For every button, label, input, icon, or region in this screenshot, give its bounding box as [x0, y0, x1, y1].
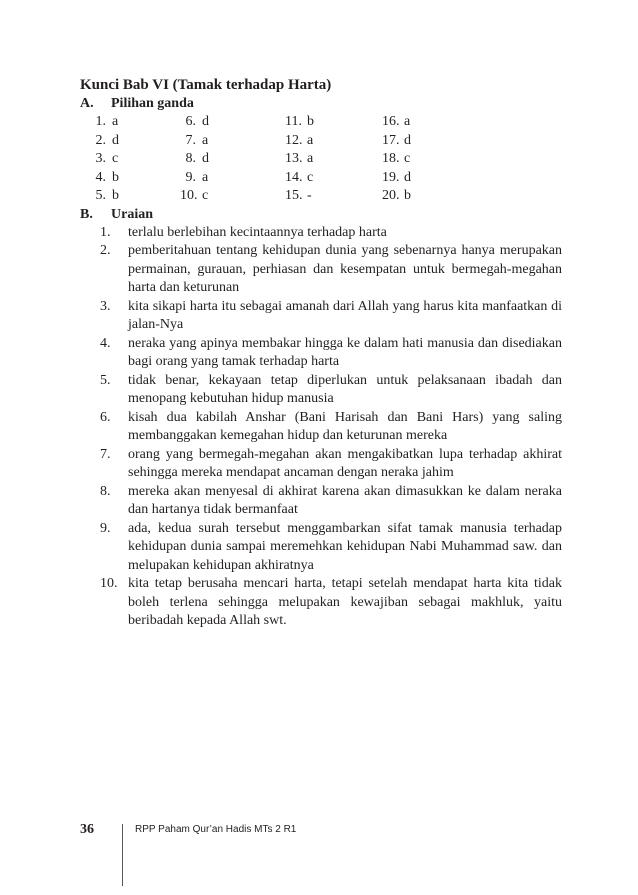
section-a-heading	[80, 95, 562, 113]
page-number: 36	[80, 822, 94, 837]
mc-row	[80, 169, 562, 188]
essay-number: 2.	[100, 243, 111, 259]
mc-number: 20.	[382, 188, 400, 204]
essay-number: 9.	[100, 520, 111, 536]
essay-item	[100, 335, 562, 372]
essay-number: 4.	[100, 335, 111, 351]
mc-letter: c	[112, 151, 119, 167]
mc-number: 2.	[95, 132, 106, 148]
section-b-heading	[80, 206, 562, 224]
essay-text: kita tetap berusaha mencari harta, tetapi setelah mendapat harta kita tidak boleh terlena sehingga melupakan kewajiban sebagai makhluk, yaitu beribadah kepada Allah swt.	[128, 576, 562, 629]
mc-number: 4.	[95, 169, 106, 185]
mc-answer	[285, 187, 382, 206]
mc-row	[80, 113, 562, 132]
mc-letter: -	[307, 188, 312, 204]
mc-answer	[382, 187, 462, 206]
mc-answer	[285, 169, 382, 188]
mc-number: 13.	[285, 151, 303, 167]
essay-text: ada, kedua surah tersebut menggambarkan sifat tamak manusia terhadap kehidupan dunia sampai meremehkan kehidupan Nabi Muhammad saw. dan melupakan kehidupan akhiratnya	[128, 520, 562, 573]
mc-letter: b	[404, 188, 411, 204]
mc-letter: a	[404, 114, 411, 129]
mc-answer	[180, 132, 285, 151]
mc-answer	[382, 132, 462, 151]
mc-letter: d	[202, 151, 209, 167]
essay-item	[100, 242, 562, 298]
mc-answer	[285, 113, 382, 132]
mc-number: 11.	[285, 114, 302, 129]
mc-answer	[180, 187, 285, 206]
mc-answer	[90, 132, 180, 151]
mc-letter: a	[202, 169, 209, 185]
section-a-label: Pilihan ganda	[111, 96, 194, 111]
essay-number: 5.	[100, 372, 111, 388]
mc-letter: b	[307, 114, 314, 129]
essay-text: kisah dua kabilah Anshar (Bani Harisah dan Bani Hars) yang saling membanggakan kemegahan hidup dan keturunan mereka	[128, 409, 562, 444]
essay-item	[100, 520, 562, 576]
essay-text: orang yang bermegah-megahan akan mengakibatkan lupa terhadap akhirat sehingga mereka mendapat ancaman dengan neraka jahim	[128, 446, 562, 481]
mc-letter: a	[307, 132, 314, 148]
mc-letter: c	[307, 169, 314, 185]
essay-item	[100, 575, 562, 631]
essay-text: pemberitahuan tentang kehidupan dunia yang sebenarnya hanya merupakan permainan, gurauan, perhiasan dan kesempatan untuk bermegah-megahan harta dan keturunan	[128, 243, 562, 296]
mc-row	[80, 150, 562, 169]
page-title: Kunci Bab VI (Tamak terhadap Harta)	[80, 77, 332, 93]
answer-key-content	[80, 76, 562, 631]
mc-number: 9.	[185, 169, 196, 185]
mc-answer	[180, 113, 285, 132]
essay-answer-list	[100, 224, 562, 631]
essay-item	[100, 483, 562, 520]
essay-text: kita sikapi harta itu sebagai amanah dari Allah yang harus kita manfaatkan di jalan-Nya	[128, 298, 562, 333]
mc-number: 8.	[185, 151, 196, 167]
essay-item	[100, 298, 562, 335]
mc-letter: d	[404, 132, 411, 148]
mc-answer	[180, 169, 285, 188]
essay-number: 10.	[100, 576, 118, 592]
mc-number: 7.	[185, 132, 196, 148]
mc-answer	[285, 132, 382, 151]
mc-letter: b	[112, 169, 119, 185]
mc-answer	[382, 169, 462, 188]
essay-item	[100, 446, 562, 483]
mc-answer	[90, 113, 180, 132]
mc-number: 16.	[382, 114, 400, 129]
mc-number: 12.	[285, 132, 303, 148]
mc-answer	[285, 150, 382, 169]
mc-answer	[90, 187, 180, 206]
essay-item	[100, 224, 562, 243]
footer-divider	[122, 824, 123, 886]
essay-item	[100, 372, 562, 409]
mc-answer	[382, 113, 462, 132]
mc-letter: d	[404, 169, 411, 185]
mc-number: 15.	[285, 188, 303, 204]
essay-item	[100, 409, 562, 446]
mc-number: 6.	[185, 114, 196, 129]
mc-letter: d	[202, 114, 209, 129]
mc-row	[80, 187, 562, 206]
essay-number: 8.	[100, 483, 111, 499]
mc-letter: a	[202, 132, 209, 148]
mc-number: 3.	[95, 151, 106, 167]
mc-answer	[90, 150, 180, 169]
mc-letter: c	[404, 151, 411, 167]
section-b-label: Uraian	[111, 206, 153, 222]
page-footer	[80, 820, 560, 840]
mc-number: 14.	[285, 169, 303, 185]
mc-answer	[382, 150, 462, 169]
essay-number: 1.	[100, 224, 111, 240]
book-title: RPP Paham Qur’an Hadis MTs 2 R1	[135, 824, 297, 835]
section-a-letter: A.	[80, 96, 94, 111]
mc-number: 5.	[95, 188, 106, 204]
essay-text: mereka akan menyesal di akhirat karena akan dimasukkan ke dalam neraka dan hartanya tidak bermanfaat	[128, 483, 562, 518]
essay-text: neraka yang apinya membakar hingga ke dalam hati manusia dan disediakan bagi orang yang tamak terhadap harta	[128, 335, 562, 370]
mc-letter: c	[202, 188, 209, 204]
essay-text: tidak benar, kekayaan tetap diperlukan untuk pelaksanaan ibadah dan menopang kebutuhan hidup manusia	[128, 372, 562, 407]
mc-letter: a	[307, 151, 314, 167]
mc-row	[80, 132, 562, 151]
mc-answer	[90, 169, 180, 188]
mc-letter: d	[112, 132, 119, 148]
mc-number: 10.	[180, 188, 198, 204]
mc-number: 17.	[382, 132, 400, 148]
mc-answer	[180, 150, 285, 169]
mc-letter: b	[112, 188, 119, 204]
essay-text: terlalu berlebihan kecintaannya terhadap harta	[128, 224, 387, 240]
multiple-choice-grid	[80, 113, 562, 206]
essay-number: 3.	[100, 298, 111, 314]
essay-number: 7.	[100, 446, 111, 462]
mc-letter: a	[112, 114, 119, 129]
essay-number: 6.	[100, 409, 111, 425]
mc-number: 18.	[382, 151, 400, 167]
section-b-letter: B.	[80, 206, 93, 222]
mc-number: 19.	[382, 169, 400, 185]
mc-number: 1.	[95, 114, 106, 129]
